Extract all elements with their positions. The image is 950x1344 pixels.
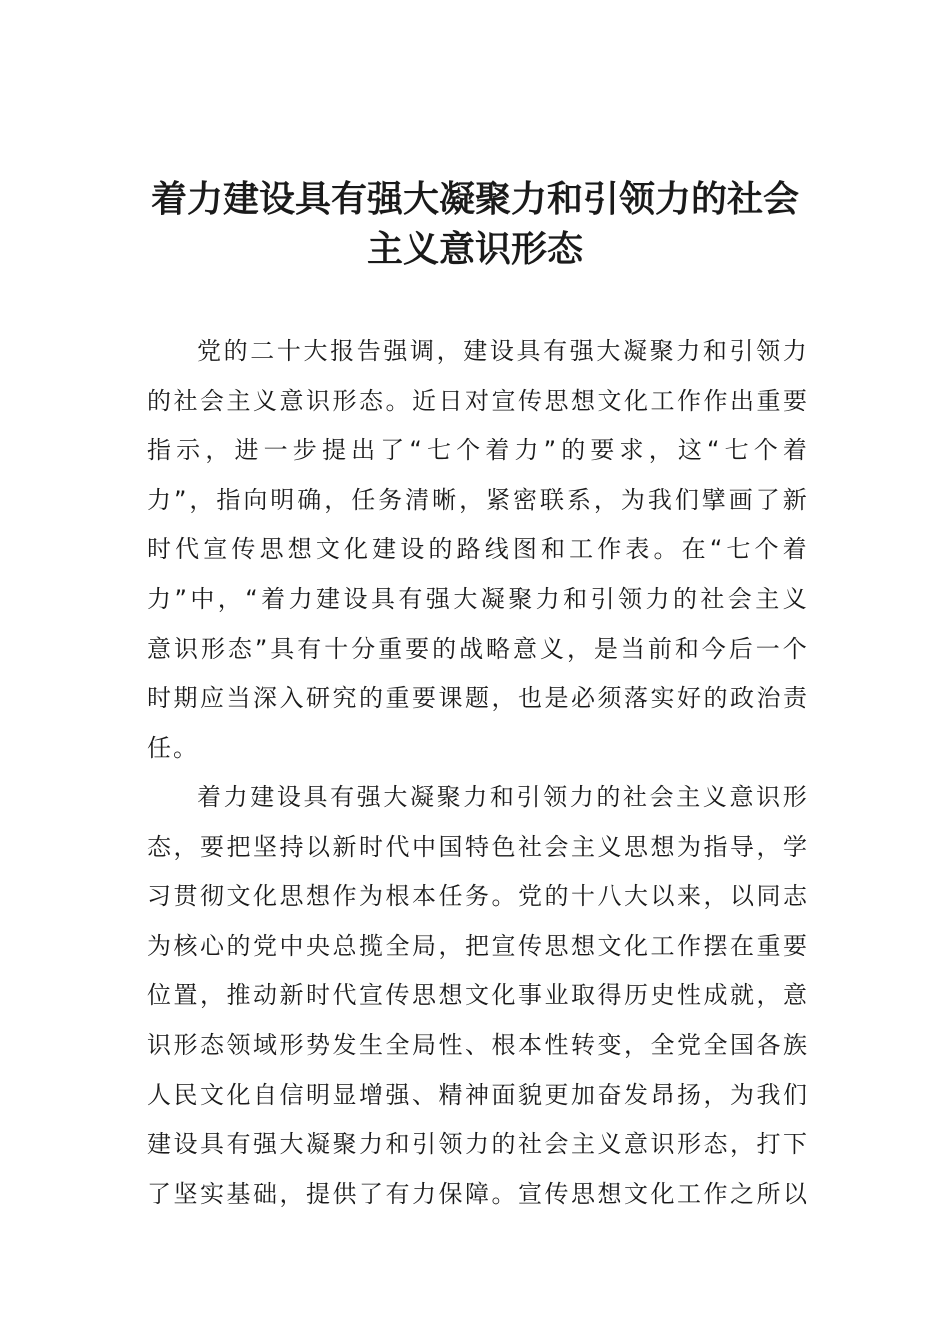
- text-line: 为 核 心 的 党 中 央 总 揽 全 局 ， 把 宣 传 思 想 文 化 工 作 摆 在 重 要: [147, 931, 807, 960]
- text-line: 任 。: [147, 733, 197, 762]
- text-line: 党 的 二 十 大 报 告 强 调 ， 建 设 具 有 强 大 凝 聚 力 和 引 领 力: [197, 337, 807, 365]
- text-line: 力 ” ， 指 向 明 确 ， 任 务 清 晰 ， 紧 密 联 系 ， 为 我 们 擘 画 了 新: [147, 485, 807, 514]
- text-line: 力 ” 中 ， “ 着 力 建 设 具 有 强 大 凝 聚 力 和 引 领 力 的 社 会 主 义: [147, 585, 807, 613]
- text-line: 了 坚 实 基 础 ， 提 供 了 有 力 保 障 。 宣 传 思 想 文 化 工 作 之 所 以: [147, 1179, 807, 1208]
- document-title-line-2: 主义意识形态: [366, 228, 583, 270]
- text-line: 时 代 宣 传 思 想 文 化 建 设 的 路 线 图 和 工 作 表 。 在 “ 七 个 着: [147, 535, 807, 564]
- text-line: 习 贯 彻 文 化 思 想 作 为 根 本 任 务 。 党 的 十 八 大 以 来 ， 以 同 志: [147, 882, 807, 911]
- document-title-line-1: 着力建设具有强大凝聚力和引领力的社会: [150, 178, 799, 220]
- text-line: 指 示 ， 进 一 步 提 出 了 “ 七 个 着 力 ” 的 要 求 ， 这 “ 七 个 着: [147, 436, 807, 465]
- text-line: 着 力 建 设 具 有 强 大 凝 聚 力 和 引 领 力 的 社 会 主 义 意 识 形: [197, 783, 807, 811]
- text-line: 时 期 应 当 深 入 研 究 的 重 要 课 题 ， 也 是 必 须 落 实 好 的 政 治 责: [147, 684, 807, 713]
- text-line: 建 设 具 有 强 大 凝 聚 力 和 引 领 力 的 社 会 主 义 意 识 形 态 ， 打 下: [147, 1130, 807, 1159]
- text-line: 的 社 会 主 义 意 识 形 态 。 近 日 对 宣 传 思 想 文 化 工 作 作 出 重 要: [147, 386, 807, 415]
- text-line: 位 置 ， 推 动 新 时 代 宣 传 思 想 文 化 事 业 取 得 历 史 性 成 就 ， 意: [147, 981, 807, 1010]
- text-line: 态 ， 要 把 坚 持 以 新 时 代 中 国 特 色 社 会 主 义 思 想 为 指 导 ， 学: [147, 832, 807, 861]
- text-line: 识 形 态 领 域 形 势 发 生 全 局 性 、 根 本 性 转 变 ， 全 党 全 国 各 族: [147, 1031, 807, 1059]
- text-line: 人 民 文 化 自 信 明 显 增 强 、 精 神 面 貌 更 加 奋 发 昂 扬 ， 为 我 们: [147, 1080, 807, 1109]
- text-line: 意 识 形 态 ” 具 有 十 分 重 要 的 战 略 意 义 ， 是 当 前 和 今 后 一 个: [147, 634, 807, 663]
